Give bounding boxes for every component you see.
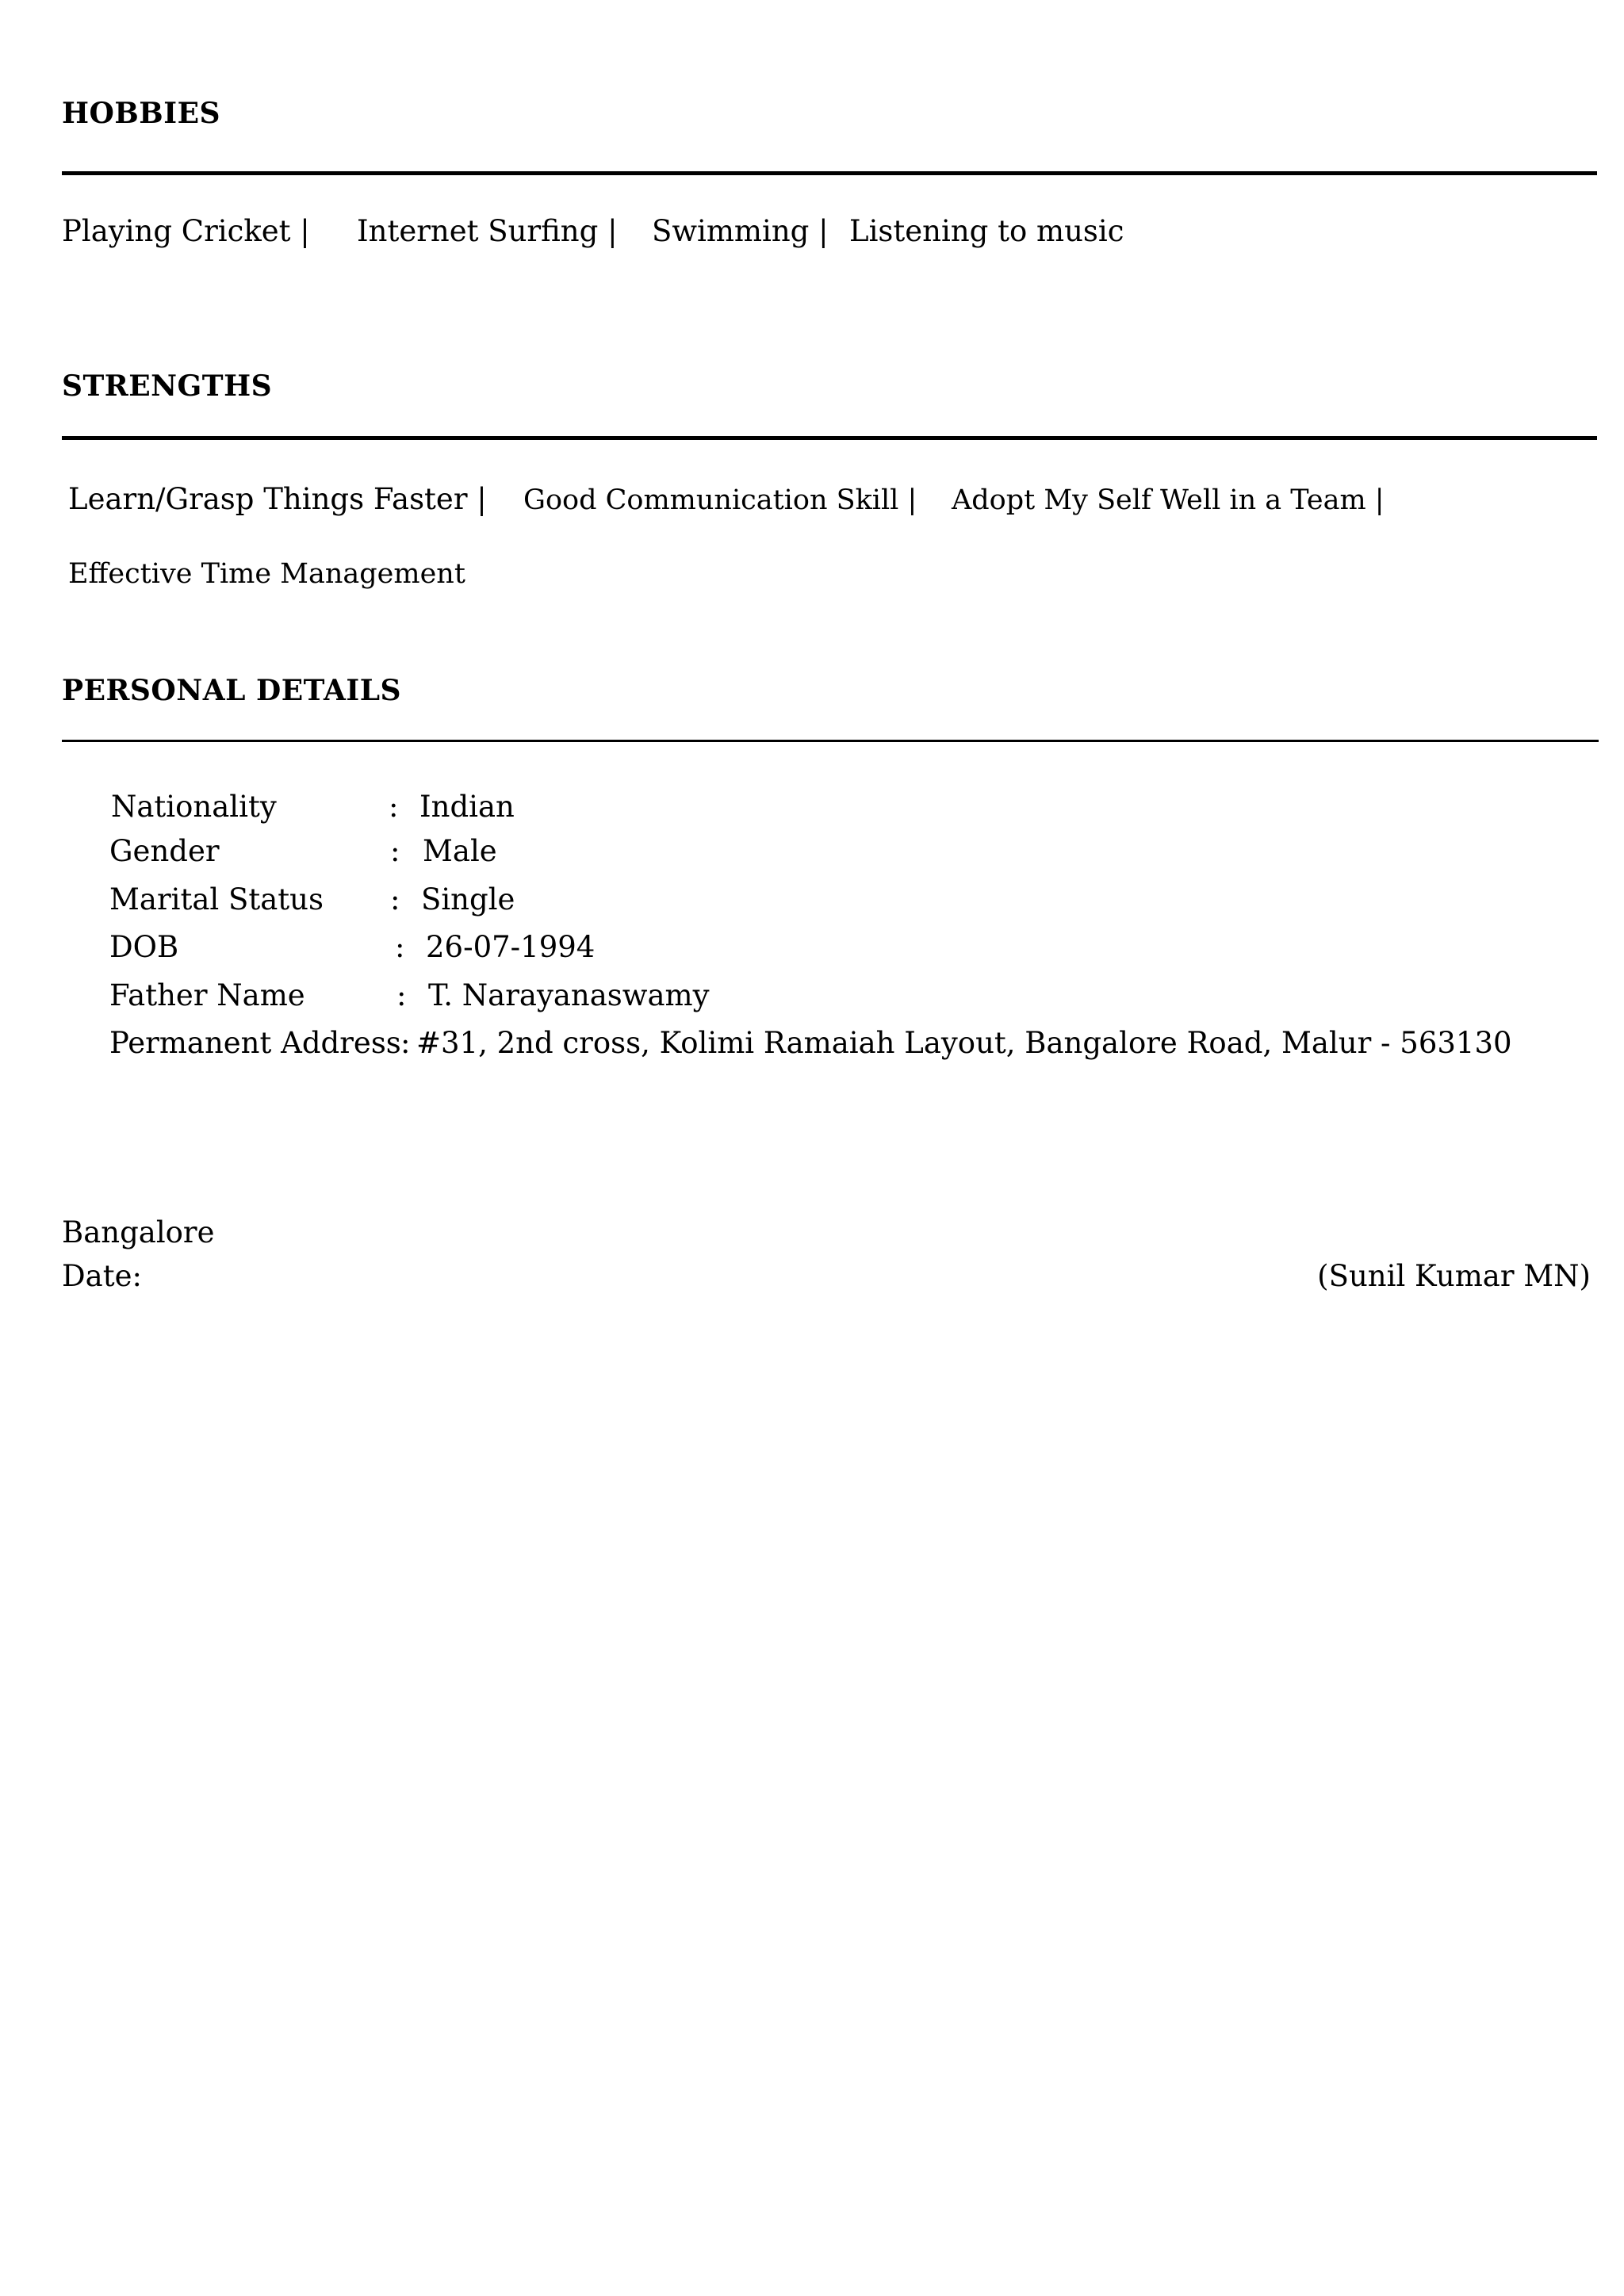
signature-name: (Sunil Kumar MN)	[1317, 1259, 1591, 1293]
hobbies-heading: HOBBIES	[62, 97, 221, 130]
strength-item: Good Communication Skill |	[523, 484, 917, 516]
detail-colon: :	[396, 978, 407, 1012]
detail-label: Father Name	[109, 978, 305, 1012]
strengths-divider	[62, 436, 1597, 440]
detail-value: Male	[423, 834, 497, 868]
detail-colon: :	[395, 930, 405, 964]
detail-value: #31, 2nd cross, Kolimi Ramaiah Layout, Bangalore Road, Malur - 563130	[416, 1026, 1512, 1060]
date-label: Date:	[62, 1259, 142, 1293]
personal-details-divider	[62, 740, 1599, 742]
strength-item: Adopt My Self Well in a Team |	[952, 484, 1385, 516]
detail-label: Gender	[109, 834, 220, 868]
detail-value: Single	[421, 882, 515, 916]
detail-colon: :	[400, 1026, 411, 1060]
strength-item: Learn/Grasp Things Faster |	[68, 482, 487, 516]
detail-label: DOB	[109, 930, 179, 964]
hobby-item: Listening to music	[849, 214, 1124, 248]
detail-colon: :	[389, 790, 399, 824]
strength-item: Effective Time Management	[68, 558, 465, 590]
hobbies-divider	[62, 171, 1597, 175]
detail-colon: :	[390, 882, 400, 916]
place-text: Bangalore	[62, 1215, 215, 1249]
detail-value: Indian	[419, 790, 515, 824]
strengths-heading: STRENGTHS	[62, 369, 273, 403]
detail-label: Marital Status	[109, 882, 324, 916]
hobby-item: Internet Surfing |	[357, 214, 618, 248]
detail-value: 26-07-1994	[426, 930, 596, 964]
detail-label: Permanent Address	[109, 1026, 401, 1060]
detail-label: Nationality	[111, 790, 277, 824]
hobby-item: Playing Cricket |	[62, 214, 310, 248]
detail-value: T. Narayanaswamy	[428, 978, 710, 1012]
detail-colon: :	[390, 834, 400, 868]
hobby-item: Swimming |	[652, 214, 829, 248]
personal-details-heading: PERSONAL DETAILS	[62, 674, 402, 707]
